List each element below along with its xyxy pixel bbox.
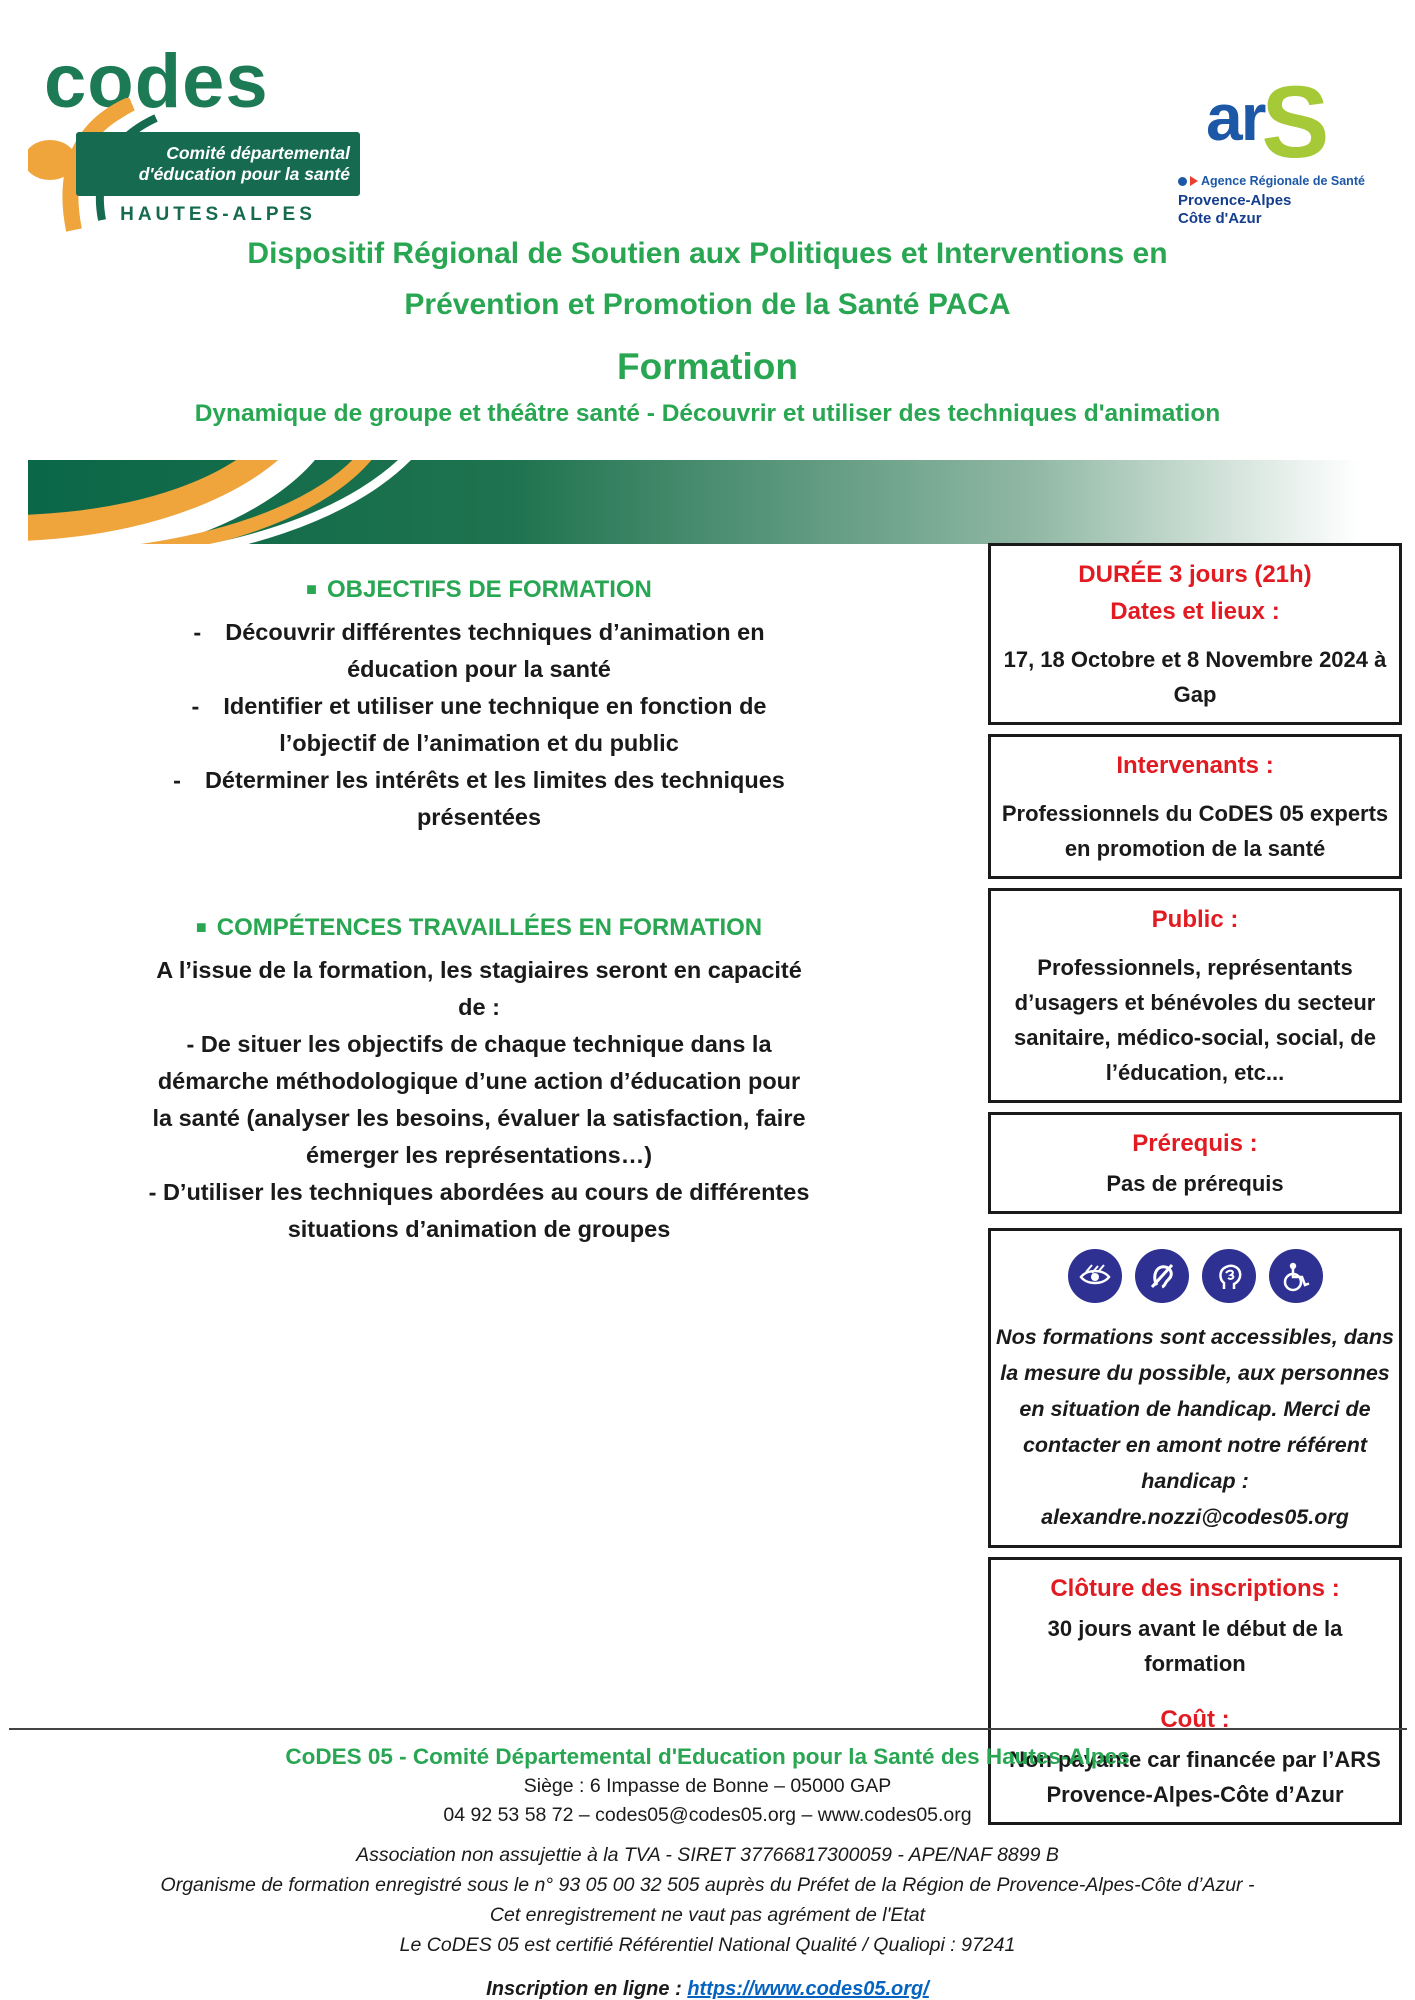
low-vision-icon	[1068, 1249, 1122, 1303]
cloture-title: Clôture des inscriptions :	[1050, 1575, 1340, 1602]
competences-point: - De situer les objectifs de chaque technique dans la démarche méthodologique d’une action d’éducation pour la santé (analyser les besoins, évaluer la satisfaction, faire émerger les représentations…)	[152, 1031, 806, 1168]
inscription-line	[0, 1978, 1415, 2000]
footer-legal-line: Association non assujettie à la TVA - SIRET 37766817300059 - APE/NAF 8899 B	[356, 1844, 1059, 1866]
objectif-item	[148, 614, 810, 688]
dates-lieux-body: 17, 18 Octobre et 8 Novembre 2024 à Gap	[1003, 647, 1387, 707]
wheelchair-icon	[1269, 1249, 1323, 1303]
ars-region-line1: Provence-Alpes	[1178, 192, 1292, 209]
ars-tagline-text: Agence Régionale de Santé	[1201, 174, 1365, 188]
cout-body: Non payante car financée par l’ARS Provence-Alpes-Côte d’Azur	[1009, 1747, 1381, 1807]
objectifs-heading	[148, 576, 810, 604]
dash-bullet: -	[191, 693, 200, 719]
codes-logo-region: HAUTES-ALPES	[120, 204, 316, 225]
dash-bullet: -	[173, 767, 181, 793]
codes-logo-box	[76, 132, 360, 196]
footer-divider	[9, 1728, 1407, 1730]
intervenants-body: Professionnels du CoDES 05 experts en promotion de la santé	[1001, 801, 1389, 861]
codes-logo	[40, 40, 362, 224]
codes-logo-caption-line1: Comité départemental	[166, 143, 350, 163]
ars-chevron-icon	[1190, 176, 1198, 186]
ars-region	[1178, 192, 1291, 228]
hearing-impairment-icon	[1135, 1249, 1189, 1303]
dash-bullet: -	[193, 619, 202, 645]
footer-org-title: CoDES 05 - Comité Départemental d'Education pour la Santé des Hautes-Alpes	[285, 1744, 1130, 1769]
ars-wordmark-ar: ar	[1206, 80, 1265, 154]
objectif-item	[148, 688, 810, 762]
intervenants-box	[988, 734, 1402, 879]
objectif-item-text: Découvrir différentes techniques d’animation en éducation pour la santé	[225, 619, 765, 682]
footer-siege: Siège : 6 Impasse de Bonne – 05000 GAP	[523, 1775, 892, 1797]
ars-region-line2: Côte d'Azur	[1178, 210, 1262, 227]
footer-legal-line: Cet enregistrement ne vaut pas agrément de l'Etat	[489, 1904, 926, 1926]
square-bullet-icon: ■	[195, 917, 207, 937]
competences-intro: A l’issue de la formation, les stagiaires seront en capacité de :	[156, 957, 802, 1020]
footer-legal	[0, 1840, 1415, 1960]
dates-lieux-title: Dates et lieux :	[1110, 598, 1280, 625]
accessibilite-box	[988, 1228, 1402, 1548]
ars-logo-wordmark	[1206, 65, 1330, 179]
objectif-item-text: Déterminer les intérêts et les limites des techniques présentées	[204, 767, 785, 830]
public-body: Professionnels, représentants d’usagers et bénévoles du secteur sanitaire, médico-social, social, de l’éducation, etc...	[1014, 955, 1376, 1085]
competences-heading	[148, 914, 810, 942]
ars-wordmark-s: S	[1261, 65, 1330, 179]
cloture-body: 30 jours avant le début de la formation	[1047, 1616, 1343, 1676]
header	[0, 228, 1415, 428]
ars-dot-icon	[1178, 177, 1187, 186]
public-title: Public :	[1151, 906, 1239, 933]
page-title-line1: Dispositif Régional de Soutien aux Politiques et Interventions en	[247, 237, 1168, 270]
objectif-item-text: Identifier et utiliser une technique en fonction de l’objectif de l’animation et du public	[223, 693, 767, 756]
duree-box	[988, 543, 1402, 725]
formation-heading: Formation	[617, 346, 798, 387]
objectifs-heading-text: OBJECTIFS DE FORMATION	[326, 576, 652, 603]
public-box	[988, 888, 1402, 1103]
footer-legal-line: Organisme de formation enregistré sous le n° 93 05 00 32 505 auprès du Préfet de la Région de Provence-Alpes-Côte d’Azur -	[160, 1874, 1255, 1896]
intervenants-title: Intervenants :	[1116, 752, 1274, 779]
ars-tagline	[1178, 174, 1365, 188]
footer	[0, 1728, 1415, 2000]
ars-logo	[1178, 65, 1403, 237]
inscription-link[interactable]: https://www.codes05.org/	[687, 1978, 929, 2000]
square-bullet-icon: ■	[306, 579, 317, 599]
prerequis-body: Pas de prérequis	[1106, 1171, 1284, 1196]
prerequis-box	[988, 1112, 1402, 1214]
right-column	[988, 543, 1402, 1834]
codes-logo-caption-line2: d'éducation pour la santé	[138, 164, 350, 184]
page-title-line2: Prévention et Promotion de la Santé PACA	[404, 288, 1011, 321]
cout-title: Coût :	[1160, 1706, 1230, 1733]
competences-section	[148, 914, 810, 1248]
inscription-label: Inscription en ligne :	[486, 1978, 682, 2000]
objectif-item	[148, 762, 810, 836]
competences-heading-text: COMPÉTENCES TRAVAILLÉES EN FORMATION	[216, 914, 763, 941]
prerequis-title: Prérequis :	[1132, 1130, 1258, 1157]
accessibility-icons-row	[996, 1249, 1394, 1303]
left-column	[148, 576, 810, 1248]
duree-title: DURÉE 3 jours (21h)	[1078, 561, 1312, 588]
codes-logo-wordmark: codes	[44, 39, 269, 124]
accessibilite-text: Nos formations sont accessibles, dans la mesure du possible, aux personnes en situation de handicap. Merci de contacter en amont notre référent handicap : alexandre.nozzi@codes05.org	[996, 1325, 1394, 1529]
formation-subtitle: Dynamique de groupe et théâtre santé - Découvrir et utiliser des techniques d'animation	[194, 400, 1221, 427]
banner-swoosh	[0, 458, 1415, 546]
footer-contact: 04 92 53 58 72 – codes05@codes05.org – www.codes05.org	[443, 1804, 972, 1826]
footer-legal-line: Le CoDES 05 est certifié Référentiel National Qualité / Qualiopi : 97241	[399, 1934, 1016, 1956]
cognitive-impairment-icon	[1202, 1249, 1256, 1303]
competences-point: - D’utiliser les techniques abordées au cours de différentes situations d’animation de groupes	[148, 1179, 810, 1242]
